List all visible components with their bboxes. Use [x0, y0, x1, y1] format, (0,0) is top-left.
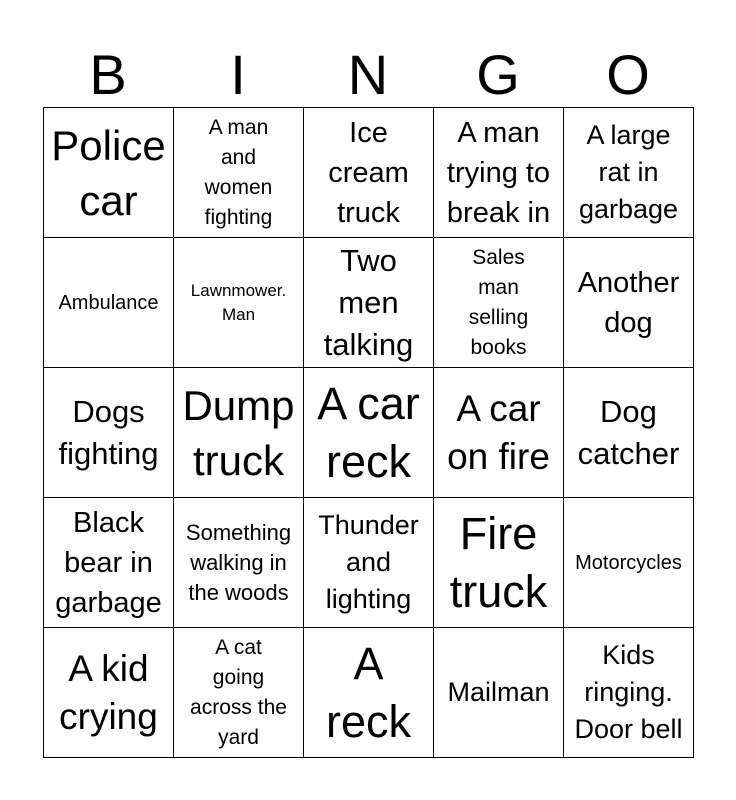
- bingo-cell-r2-c1[interactable]: [44, 238, 174, 368]
- bingo-cell-r5-c1[interactable]: [44, 628, 174, 758]
- header-letter-n: N: [347, 43, 389, 106]
- header-letter-b: B: [89, 43, 127, 106]
- cell-label: Black bear in garbage: [55, 506, 162, 619]
- bingo-cell-r4-c5[interactable]: [564, 498, 694, 628]
- bingo-cell-r1-c5[interactable]: [564, 108, 694, 238]
- bingo-cell-r5-c2[interactable]: [174, 628, 304, 758]
- bingo-cell-r3-c2[interactable]: [174, 368, 304, 498]
- bingo-board: [43, 107, 694, 758]
- cell-label: Ambulance: [58, 291, 159, 314]
- bingo-cell-r4-c2[interactable]: [174, 498, 304, 628]
- cell-label: A car on fire: [447, 387, 550, 477]
- bingo-cell-r1-c2[interactable]: [174, 108, 304, 238]
- bingo-cell-r4-c1[interactable]: [44, 498, 174, 628]
- header-letter-i: I: [230, 43, 246, 106]
- bingo-cell-r3-c1[interactable]: [44, 368, 174, 498]
- bingo-cell-r2-c2[interactable]: [174, 238, 304, 368]
- cell-label: Ice cream truck: [328, 116, 409, 229]
- bingo-cell-r5-c5[interactable]: [564, 628, 694, 758]
- bingo-cell-r3-c3[interactable]: [304, 368, 434, 498]
- bingo-cell-r3-c4[interactable]: [434, 368, 564, 498]
- cell-label: Kids ringing. Door bell: [574, 640, 683, 744]
- header-letter-o: O: [606, 43, 650, 106]
- cell-label: Sales man selling books: [468, 245, 529, 359]
- bingo-cell-r2-c3[interactable]: [304, 238, 434, 368]
- cell-label: Dogs fighting: [58, 393, 159, 471]
- cell-label: Dump truck: [182, 381, 295, 484]
- cell-label: Motorcycles: [575, 551, 682, 574]
- cell-label: Thunder and lighting: [318, 510, 419, 614]
- cell-label: Another dog: [577, 266, 680, 339]
- cell-label: A large rat in garbage: [578, 120, 679, 224]
- bingo-cell-r1-c1[interactable]: [44, 108, 174, 238]
- cell-label: A man and women fighting: [204, 115, 273, 229]
- bingo-cell-r4-c4[interactable]: [434, 498, 564, 628]
- cell-label: A cat going across the yard: [190, 635, 287, 749]
- header-letter-g: G: [476, 43, 520, 106]
- cell-label: Police car: [51, 121, 166, 224]
- bingo-header: [43, 44, 693, 106]
- bingo-cell-r1-c3[interactable]: [304, 108, 434, 238]
- bingo-cell-r5-c3[interactable]: [304, 628, 434, 758]
- cell-label: Lawnmower. Man: [190, 280, 287, 324]
- bingo-cell-r4-c3[interactable]: [304, 498, 434, 628]
- bingo-cell-r3-c5[interactable]: [564, 368, 694, 498]
- bingo-cell-r5-c4[interactable]: [434, 628, 564, 758]
- cell-label: Dog catcher: [577, 393, 680, 471]
- bingo-cell-r2-c5[interactable]: [564, 238, 694, 368]
- cell-label: A kid crying: [59, 647, 158, 737]
- cell-label: Something walking in the woods: [185, 519, 292, 605]
- cell-label: Mailman: [447, 677, 550, 707]
- cell-label: A reck: [325, 637, 411, 747]
- cell-label: A man trying to break in: [446, 116, 551, 229]
- bingo-cell-r2-c4[interactable]: [434, 238, 564, 368]
- cell-label: A car reck: [317, 377, 420, 487]
- cell-label: Fire truck: [449, 507, 548, 617]
- cell-label: Two men talking: [323, 242, 414, 362]
- bingo-cell-r1-c4[interactable]: [434, 108, 564, 238]
